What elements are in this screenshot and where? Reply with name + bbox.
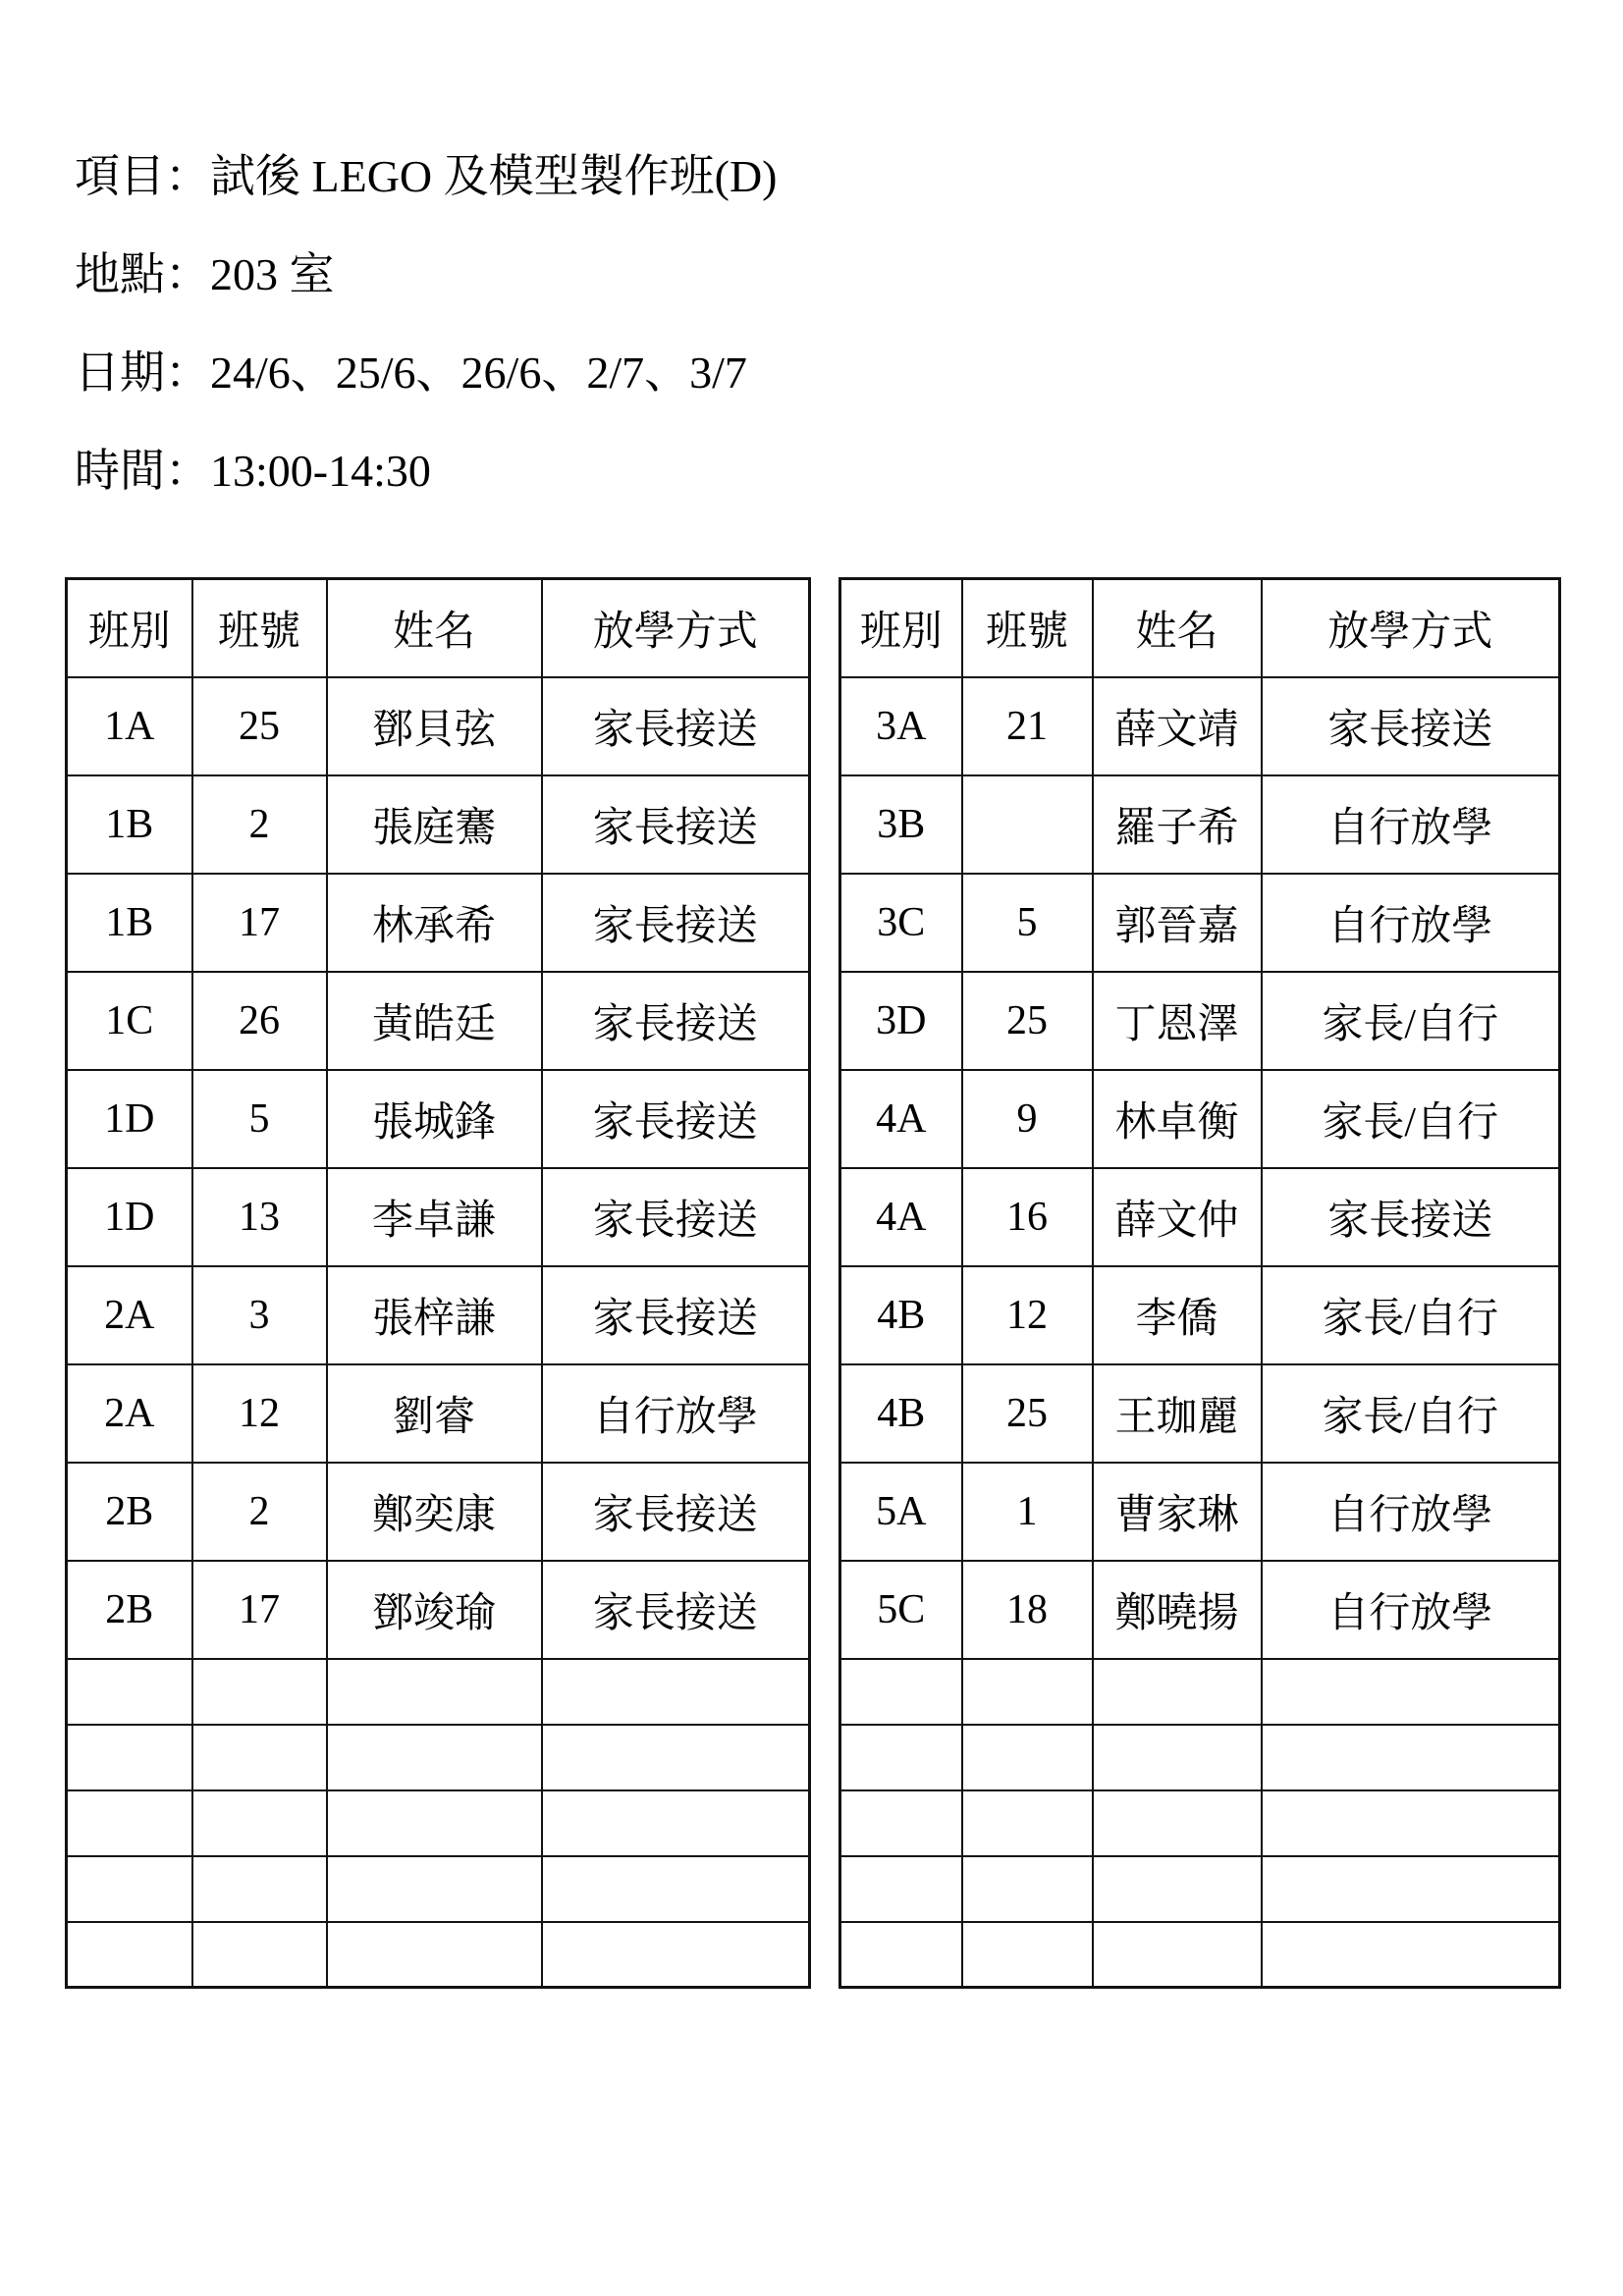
info-line-venue: 地點：203 室 <box>75 249 335 299</box>
table-cell: 家長接送 <box>542 1561 810 1659</box>
table-cell: 家長接送 <box>542 874 810 972</box>
table-cell <box>840 1725 962 1790</box>
table-cell: 家長接送 <box>542 1463 810 1561</box>
table-cell: 5 <box>192 1070 327 1168</box>
header-row <box>67 579 810 677</box>
empty-row <box>67 1856 810 1922</box>
table-cell: 張梓謙 <box>327 1266 542 1364</box>
table-cell: 郭晉嘉 <box>1093 874 1262 972</box>
table-cell <box>327 1790 542 1856</box>
column-header: 放學方式 <box>1262 579 1560 677</box>
table-cell: 自行放學 <box>1262 1463 1560 1561</box>
student-row <box>840 1266 1560 1364</box>
table-cell: 3B <box>840 775 962 874</box>
table-cell <box>542 1790 810 1856</box>
table-cell <box>192 1856 327 1922</box>
table-cell: 自行放學 <box>542 1364 810 1463</box>
column-header: 姓名 <box>327 579 542 677</box>
student-row <box>840 1463 1560 1561</box>
table-cell: 4A <box>840 1070 962 1168</box>
table-cell <box>962 1725 1093 1790</box>
table-cell <box>192 1922 327 1988</box>
table-cell: 家長/自行 <box>1262 1070 1560 1168</box>
student-row <box>67 1168 810 1266</box>
empty-row <box>840 1856 1560 1922</box>
table-cell: 丁恩澤 <box>1093 972 1262 1070</box>
empty-row <box>67 1790 810 1856</box>
table-cell <box>1093 1659 1262 1725</box>
student-row <box>67 677 810 775</box>
header-row <box>840 579 1560 677</box>
table-cell: 家長接送 <box>1262 1168 1560 1266</box>
table-cell: 25 <box>192 677 327 775</box>
empty-row <box>840 1790 1560 1856</box>
table-cell <box>327 1856 542 1922</box>
table-cell <box>542 1725 810 1790</box>
table-cell <box>962 1856 1093 1922</box>
table-cell: 3 <box>192 1266 327 1364</box>
column-header: 放學方式 <box>542 579 810 677</box>
table-cell: 張城鋒 <box>327 1070 542 1168</box>
table-cell: 鄭曉揚 <box>1093 1561 1262 1659</box>
table-cell: 鄭奕康 <box>327 1463 542 1561</box>
table-cell: 17 <box>192 1561 327 1659</box>
table-cell: 18 <box>962 1561 1093 1659</box>
info-line-activity: 項目：試後 LEGO 及模型製作班(D) <box>75 151 778 201</box>
student-row <box>840 972 1560 1070</box>
table-cell <box>327 1725 542 1790</box>
table-cell <box>327 1659 542 1725</box>
student-row <box>840 1168 1560 1266</box>
table-cell <box>962 1922 1093 1988</box>
table-cell <box>1262 1856 1560 1922</box>
table-cell <box>1093 1790 1262 1856</box>
student-row <box>840 775 1560 874</box>
table-cell: 家長接送 <box>542 1266 810 1364</box>
table-cell: 鄧貝弦 <box>327 677 542 775</box>
table-cell <box>67 1922 192 1988</box>
table-cell <box>1262 1659 1560 1725</box>
table-cell: 1B <box>67 874 192 972</box>
table-cell: 1B <box>67 775 192 874</box>
table-cell <box>962 1659 1093 1725</box>
table-cell: 林承希 <box>327 874 542 972</box>
table-cell: 羅子希 <box>1093 775 1262 874</box>
table-cell <box>962 775 1093 874</box>
student-row <box>67 775 810 874</box>
table-cell: 13 <box>192 1168 327 1266</box>
table-cell <box>542 1922 810 1988</box>
table-cell: 2B <box>67 1561 192 1659</box>
table-cell: 2A <box>67 1364 192 1463</box>
table-cell: 3D <box>840 972 962 1070</box>
table-cell: 1A <box>67 677 192 775</box>
left-roster-table <box>65 577 811 1989</box>
table-cell <box>67 1659 192 1725</box>
student-row <box>840 1070 1560 1168</box>
table-cell: 9 <box>962 1070 1093 1168</box>
table-cell: 5C <box>840 1561 962 1659</box>
table-cell: 家長/自行 <box>1262 1266 1560 1364</box>
column-header: 班別 <box>67 579 192 677</box>
table-cell: 26 <box>192 972 327 1070</box>
table-cell: 2A <box>67 1266 192 1364</box>
student-row <box>840 874 1560 972</box>
table-cell: 劉睿 <box>327 1364 542 1463</box>
student-row <box>67 1463 810 1561</box>
table-cell: 家長接送 <box>542 1168 810 1266</box>
table-cell <box>1262 1725 1560 1790</box>
right-roster-table <box>839 577 1561 1989</box>
student-row <box>67 1070 810 1168</box>
table-cell <box>1262 1790 1560 1856</box>
table-cell <box>840 1659 962 1725</box>
table-cell: 16 <box>962 1168 1093 1266</box>
table-cell <box>192 1790 327 1856</box>
table-cell: 鄧竣瑜 <box>327 1561 542 1659</box>
table-cell: 2B <box>67 1463 192 1561</box>
table-cell: 李卓謙 <box>327 1168 542 1266</box>
student-row <box>67 1266 810 1364</box>
table-cell: 家長/自行 <box>1262 1364 1560 1463</box>
table-cell: 自行放學 <box>1262 775 1560 874</box>
table-cell <box>1262 1922 1560 1988</box>
table-cell: 25 <box>962 1364 1093 1463</box>
table-cell: 家長接送 <box>542 1070 810 1168</box>
table-cell: 5 <box>962 874 1093 972</box>
table-cell: 家長接送 <box>1262 677 1560 775</box>
student-row <box>67 1561 810 1659</box>
table-cell: 12 <box>192 1364 327 1463</box>
table-cell: 家長接送 <box>542 775 810 874</box>
table-cell: 1D <box>67 1070 192 1168</box>
table-cell: 家長/自行 <box>1262 972 1560 1070</box>
table-cell: 3A <box>840 677 962 775</box>
table-cell: 3C <box>840 874 962 972</box>
table-cell <box>67 1856 192 1922</box>
empty-row <box>840 1725 1560 1790</box>
student-row <box>840 1561 1560 1659</box>
table-cell: 張庭騫 <box>327 775 542 874</box>
table-cell <box>67 1790 192 1856</box>
empty-row <box>67 1659 810 1725</box>
table-cell: 21 <box>962 677 1093 775</box>
student-row <box>67 972 810 1070</box>
table-cell <box>962 1790 1093 1856</box>
table-cell <box>542 1856 810 1922</box>
table-cell: 4A <box>840 1168 962 1266</box>
student-row <box>67 874 810 972</box>
table-cell: 自行放學 <box>1262 1561 1560 1659</box>
table-cell <box>1093 1922 1262 1988</box>
student-row <box>840 677 1560 775</box>
info-line-time: 時間：13:00-14:30 <box>75 446 431 496</box>
table-cell <box>327 1922 542 1988</box>
table-cell: 家長接送 <box>542 972 810 1070</box>
table-cell <box>192 1659 327 1725</box>
table-cell: 4B <box>840 1364 962 1463</box>
column-header: 班號 <box>962 579 1093 677</box>
table-cell: 5A <box>840 1463 962 1561</box>
empty-row <box>67 1922 810 1988</box>
table-cell: 自行放學 <box>1262 874 1560 972</box>
table-cell: 黃皓廷 <box>327 972 542 1070</box>
info-line-dates: 日期：24/6、25/6、26/6、2/7、3/7 <box>75 347 747 398</box>
table-cell <box>840 1856 962 1922</box>
table-cell: 薛文仲 <box>1093 1168 1262 1266</box>
table-cell: 曹家琳 <box>1093 1463 1262 1561</box>
column-header: 班號 <box>192 579 327 677</box>
table-cell: 2 <box>192 775 327 874</box>
table-cell <box>542 1659 810 1725</box>
table-cell: 4B <box>840 1266 962 1364</box>
table-cell <box>192 1725 327 1790</box>
column-header: 姓名 <box>1093 579 1262 677</box>
table-cell: 1C <box>67 972 192 1070</box>
table-cell: 1 <box>962 1463 1093 1561</box>
table-cell: 17 <box>192 874 327 972</box>
table-cell: 王珈麗 <box>1093 1364 1262 1463</box>
table-cell: 1D <box>67 1168 192 1266</box>
table-cell <box>67 1725 192 1790</box>
empty-row <box>840 1659 1560 1725</box>
table-cell: 家長接送 <box>542 677 810 775</box>
student-row <box>840 1364 1560 1463</box>
empty-row <box>67 1725 810 1790</box>
table-cell: 2 <box>192 1463 327 1561</box>
column-header: 班別 <box>840 579 962 677</box>
table-cell: 薛文靖 <box>1093 677 1262 775</box>
table-cell <box>840 1922 962 1988</box>
table-cell: 李僑 <box>1093 1266 1262 1364</box>
table-cell <box>1093 1856 1262 1922</box>
table-cell: 12 <box>962 1266 1093 1364</box>
table-cell: 25 <box>962 972 1093 1070</box>
table-cell: 林卓衡 <box>1093 1070 1262 1168</box>
table-cell <box>840 1790 962 1856</box>
student-row <box>67 1364 810 1463</box>
table-cell <box>1093 1725 1262 1790</box>
empty-row <box>840 1922 1560 1988</box>
